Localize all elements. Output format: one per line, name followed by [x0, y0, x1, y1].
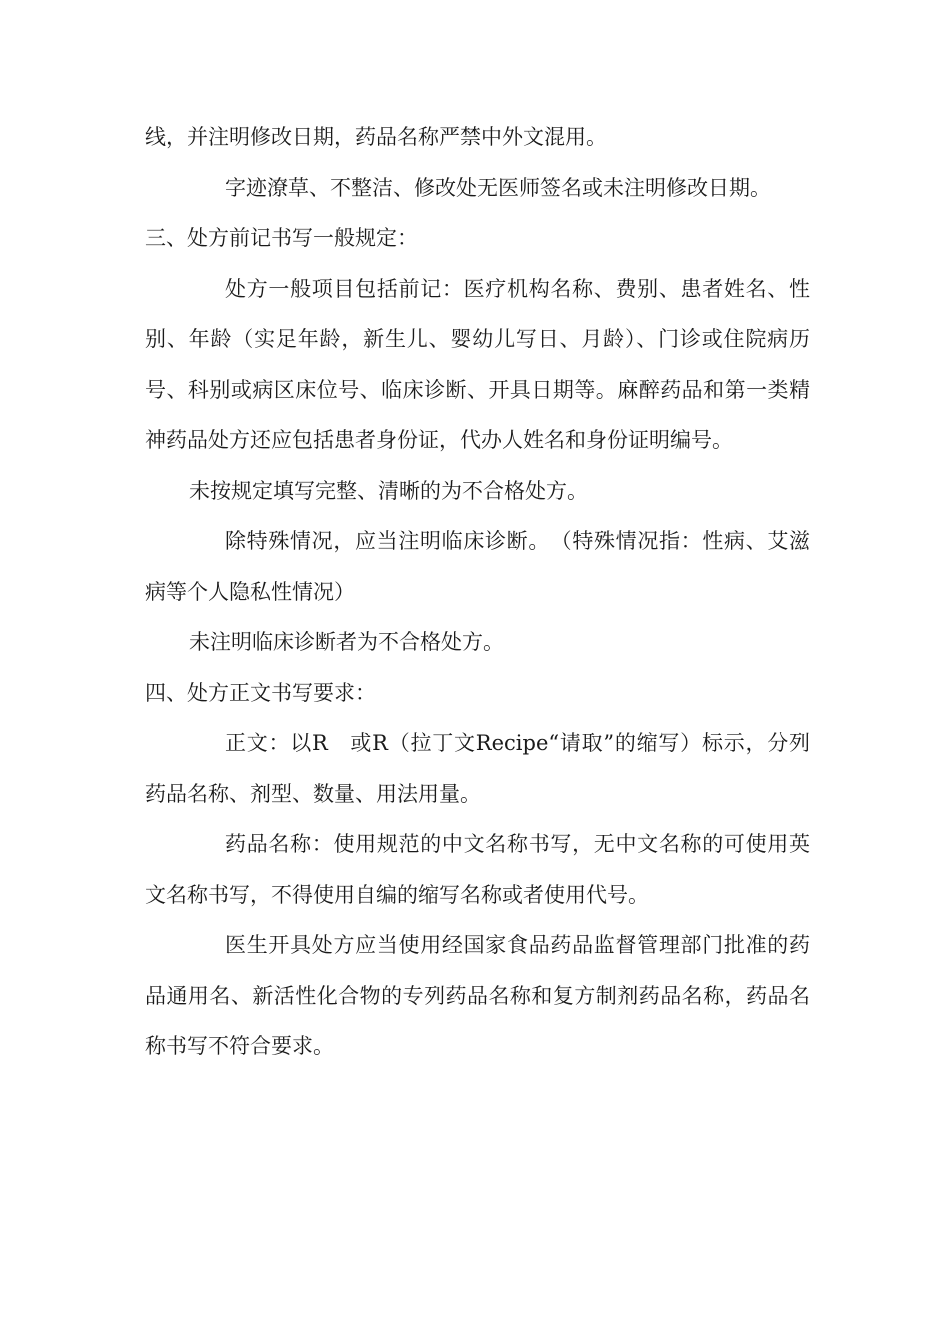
paragraph-no-diagnosis-unqualified: 未注明临床诊断者为不合格处方。 — [189, 630, 504, 654]
paragraph-illegible-writing: 字迹潦草、不整洁、修改处无医师签名或未注明修改日期。 — [225, 175, 771, 200]
paragraph-generic-names: 医生开具处方应当使用经国家食品药品监督管理部门批准的药品通用名、新活性化合物的专列药品名称和复方制剂药品名称，药品名称书写不符合要求。 — [145, 933, 810, 1058]
paragraph-clinical-diagnosis: 除特殊情况，应当注明临床诊断。 （特殊情况指：性病、艾滋病等个人隐私性情况） — [145, 529, 810, 604]
paragraph-continuation: 线，并注明修改日期，药品名称严禁中外文混用。 — [145, 125, 607, 149]
paragraph-body-recipe: 正文：以R 或R（拉丁文Recipe“请取”的缩写）标示，分列药品名称、剂型、数量、用法用量。 — [145, 731, 810, 806]
document-page — [145, 112, 810, 1072]
section-heading-3: 三、处方前记书写一般规定： — [145, 226, 418, 250]
paragraph-incomplete-unqualified: 未按规定填写完整、清晰的为不合格处方。 — [189, 478, 588, 503]
paragraph-prescription-header-items: 处方一般项目包括前记：医疗机构名称、费别、患者姓名、性别、年龄（实足年龄，新生儿、婴幼儿写日、月龄）、门诊或住院病历号、科别或病区床位号、临床诊断、开具日期等。麻醉药品和第一类精神药品处方还应包括患者身份证，代办人姓名和身份证明编号。 — [145, 276, 810, 452]
paragraph-drug-name-rules: 药品名称：使用规范的中文名称书写，无中文名称的可使用英文名称书写，不得使用自编的缩写名称或者使用代号。 — [145, 832, 810, 907]
section-heading-4: 四、处方正文书写要求： — [145, 680, 376, 705]
